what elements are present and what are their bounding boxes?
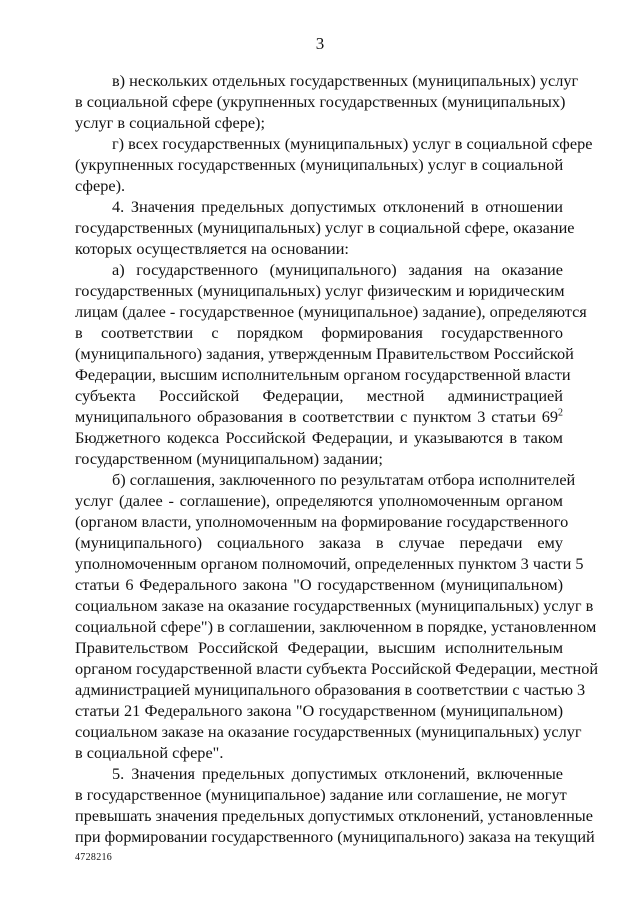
text-line: г) всех государственных (муниципальных) услуг в социальной сфере	[112, 134, 593, 153]
text-line: государственном (муниципальном) задании;	[75, 449, 383, 468]
text-line: государственных (муниципальных) услуг в социальной сфере, оказание	[75, 218, 575, 237]
text-line: (муниципального) задания, утвержденным Правительством Российской	[75, 344, 574, 363]
text-line: статьи 6 Федерального закона "О государственном (муниципальном)	[75, 575, 563, 594]
text-line: статьи 21 Федерального закона "О государственном (муниципальном)	[75, 701, 563, 720]
text-line: Правительством Российской Федерации, высшим исполнительным	[75, 638, 563, 657]
superscript: 2	[558, 407, 563, 419]
paragraph	[75, 259, 587, 469]
text-line: б) соглашения, заключенного по результатам отбора исполнителей	[112, 470, 576, 489]
paragraph	[75, 133, 593, 196]
text-line: уполномоченным органом полномочий, определенных пунктом 3 части 5	[75, 554, 584, 573]
paragraph	[75, 763, 595, 847]
text-line: субъекта Российской Федерации, местной администрацией	[75, 386, 563, 405]
paragraph	[75, 70, 579, 133]
paragraph	[75, 196, 575, 259]
text-line: (органом власти, уполномоченным на формирование государственного	[75, 512, 569, 531]
page-number: 3	[315, 34, 325, 53]
text-line: государственных (муниципальных) услуг физическим и юридическим	[75, 281, 565, 300]
text-line: муниципального образования в соответствии с пунктом 3 статьи $69^2$	[75, 407, 563, 426]
paragraph	[75, 469, 599, 763]
text-line: превышать значения предельных допустимых отклонений, установленные	[75, 806, 593, 825]
text-line: в) нескольких отдельных государственных (муниципальных) услуг	[112, 71, 579, 90]
text-line: Бюджетного кодекса Российской Федерации, и указываются в таком	[75, 428, 563, 447]
text-line: Федерации, высшим исполнительным органом государственной власти	[75, 365, 571, 384]
text-line: а) государственного (муниципального) задания на оказание	[112, 260, 563, 279]
text-line: в социальной сфере".	[75, 743, 224, 762]
text-line: в социальной сфере (укрупненных государственных (муниципальных)	[75, 92, 566, 111]
text-line: (муниципального) социального заказа в случае передачи ему	[75, 533, 563, 552]
document-code: 4728216	[75, 852, 113, 863]
text-line: 5. Значения предельных допустимых отклонений, включенные	[112, 764, 563, 783]
text-line: услуг в социальной сфере);	[75, 113, 266, 132]
text-line: в соответствии с порядком формирования государственного	[75, 323, 563, 342]
text-line: в государственное (муниципальное) задание или соглашение, не могут	[75, 785, 567, 804]
text-line: лицам (далее - государственное (муниципальное) задание), определяются	[75, 302, 587, 321]
text-line: социальном заказе на оказание государственных (муниципальных) услуг в	[75, 596, 594, 615]
text-line: социальном заказе на оказание государственных (муниципальных) услуг	[75, 722, 582, 741]
text-line: органом государственной власти субъекта Российской Федерации, местной	[75, 659, 599, 678]
text-line: которых осуществляется на основании:	[75, 239, 349, 258]
text-line: услуг (далее - соглашение), определяются уполномоченным органом	[75, 491, 563, 510]
text-line: социальной сфере") в соглашении, заключенном в порядке, установленном	[75, 617, 597, 636]
document-body	[75, 70, 599, 847]
text-line: (укрупненных государственных (муниципальных) услуг в социальной	[75, 155, 564, 174]
text-line: сфере).	[75, 176, 126, 195]
text-line: при формировании государственного (муниципального) заказа на текущий	[75, 827, 595, 846]
text-line: 4. Значения предельных допустимых отклонений в отношении	[112, 197, 563, 216]
text-line: администрацией муниципального образования в соответствии с частью 3	[75, 680, 586, 699]
